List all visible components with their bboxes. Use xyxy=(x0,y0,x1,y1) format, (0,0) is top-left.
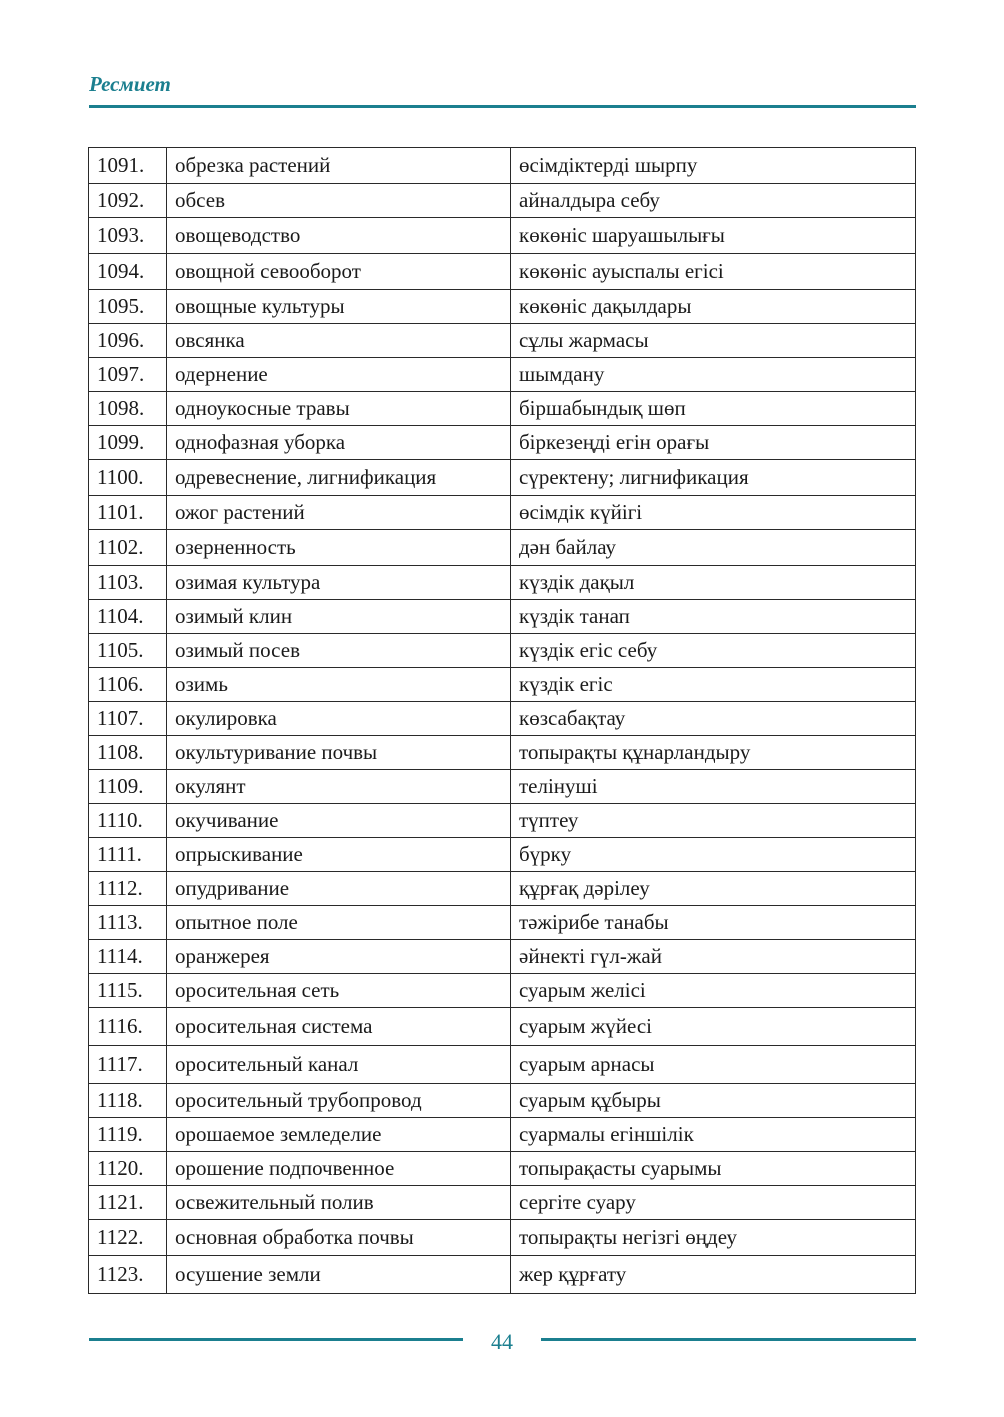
term-russian: одноукосные травы xyxy=(167,392,511,426)
term-kazakh: біркезеңді егін орағы xyxy=(511,426,916,460)
term-russian: орошаемое земледелие xyxy=(167,1118,511,1152)
glossary-table xyxy=(88,147,916,1294)
term-kazakh: сүректену; лигнификация xyxy=(511,460,916,496)
term-kazakh: сұлы жармасы xyxy=(511,324,916,358)
table-row xyxy=(89,1220,916,1256)
table-row xyxy=(89,1118,916,1152)
term-kazakh: топырақты негізгі өңдеу xyxy=(511,1220,916,1256)
term-number: 1122. xyxy=(89,1220,167,1256)
term-russian: окультуривание почвы xyxy=(167,736,511,770)
term-number: 1110. xyxy=(89,804,167,838)
table-row xyxy=(89,426,916,460)
term-number: 1118. xyxy=(89,1084,167,1118)
term-russian: орошение подпочвенное xyxy=(167,1152,511,1186)
term-number: 1099. xyxy=(89,426,167,460)
term-kazakh: күздік егіс себу xyxy=(511,634,916,668)
term-number: 1123. xyxy=(89,1256,167,1294)
term-kazakh: күздік танап xyxy=(511,600,916,634)
table-row xyxy=(89,770,916,804)
term-russian: опытное поле xyxy=(167,906,511,940)
table-row xyxy=(89,1152,916,1186)
term-russian: осушение земли xyxy=(167,1256,511,1294)
table-row xyxy=(89,736,916,770)
term-kazakh: сергіте суару xyxy=(511,1186,916,1220)
term-kazakh: тәжірибе танабы xyxy=(511,906,916,940)
term-kazakh: түптеу xyxy=(511,804,916,838)
table-row xyxy=(89,804,916,838)
term-number: 1107. xyxy=(89,702,167,736)
term-kazakh: көкөніс ауыспалы егісі xyxy=(511,254,916,290)
table-row xyxy=(89,460,916,496)
table-row xyxy=(89,254,916,290)
term-russian: оросительный канал xyxy=(167,1046,511,1084)
running-header-title: Ресмиет xyxy=(89,72,171,96)
term-kazakh: бүрку xyxy=(511,838,916,872)
term-russian: окулировка xyxy=(167,702,511,736)
term-russian: окулянт xyxy=(167,770,511,804)
term-kazakh: құрғақ дәрілеу xyxy=(511,872,916,906)
term-number: 1109. xyxy=(89,770,167,804)
term-kazakh: топырақасты суарымы xyxy=(511,1152,916,1186)
table-row xyxy=(89,184,916,218)
table-row xyxy=(89,324,916,358)
footer-rule-left xyxy=(89,1338,463,1341)
term-kazakh: күздік егіс xyxy=(511,668,916,702)
term-number: 1119. xyxy=(89,1118,167,1152)
term-russian: озимый клин xyxy=(167,600,511,634)
header-rule xyxy=(89,105,916,108)
term-number: 1100. xyxy=(89,460,167,496)
table-row xyxy=(89,702,916,736)
term-kazakh: көкөніс шаруашылығы xyxy=(511,218,916,254)
term-russian: овощеводство xyxy=(167,218,511,254)
term-kazakh: суарым желісі xyxy=(511,974,916,1008)
term-russian: оросительный трубопровод xyxy=(167,1084,511,1118)
term-number: 1102. xyxy=(89,530,167,566)
term-number: 1117. xyxy=(89,1046,167,1084)
table-row xyxy=(89,974,916,1008)
term-russian: оранжерея xyxy=(167,940,511,974)
table-row xyxy=(89,634,916,668)
term-number: 1111. xyxy=(89,838,167,872)
term-kazakh: суарым арнасы xyxy=(511,1046,916,1084)
term-kazakh: суарым жүйесі xyxy=(511,1008,916,1046)
term-kazakh: айналдыра себу xyxy=(511,184,916,218)
table-row xyxy=(89,668,916,702)
table-row xyxy=(89,838,916,872)
table-row xyxy=(89,1008,916,1046)
term-russian: одревеснение, лигнификация xyxy=(167,460,511,496)
term-kazakh: суармалы егіншілік xyxy=(511,1118,916,1152)
term-kazakh: жер құрғату xyxy=(511,1256,916,1294)
term-number: 1121. xyxy=(89,1186,167,1220)
table-row xyxy=(89,872,916,906)
term-kazakh: күздік дақыл xyxy=(511,566,916,600)
term-number: 1094. xyxy=(89,254,167,290)
table-row xyxy=(89,1046,916,1084)
term-russian: ожог растений xyxy=(167,496,511,530)
term-kazakh: суарым құбыры xyxy=(511,1084,916,1118)
term-number: 1120. xyxy=(89,1152,167,1186)
term-number: 1108. xyxy=(89,736,167,770)
term-russian: окучивание xyxy=(167,804,511,838)
table-row xyxy=(89,148,916,184)
glossary-table-body xyxy=(89,148,916,1294)
term-kazakh: біршабындық шөп xyxy=(511,392,916,426)
term-number: 1103. xyxy=(89,566,167,600)
footer-rule-right xyxy=(541,1338,916,1341)
term-number: 1101. xyxy=(89,496,167,530)
term-kazakh: көзсабақтау xyxy=(511,702,916,736)
term-russian: опудривание xyxy=(167,872,511,906)
term-number: 1104. xyxy=(89,600,167,634)
term-russian: озимая культура xyxy=(167,566,511,600)
term-number: 1112. xyxy=(89,872,167,906)
table-row xyxy=(89,290,916,324)
table-row xyxy=(89,1186,916,1220)
term-russian: оросительная сеть xyxy=(167,974,511,1008)
page-number: 44 xyxy=(491,1329,513,1354)
term-russian: озимь xyxy=(167,668,511,702)
term-number: 1115. xyxy=(89,974,167,1008)
term-kazakh: әйнекті гүл-жай xyxy=(511,940,916,974)
term-number: 1098. xyxy=(89,392,167,426)
table-row xyxy=(89,600,916,634)
term-number: 1095. xyxy=(89,290,167,324)
term-number: 1106. xyxy=(89,668,167,702)
table-row xyxy=(89,940,916,974)
term-number: 1091. xyxy=(89,148,167,184)
term-number: 1096. xyxy=(89,324,167,358)
table-row xyxy=(89,1084,916,1118)
term-number: 1113. xyxy=(89,906,167,940)
term-russian: оросительная система xyxy=(167,1008,511,1046)
term-kazakh: көкөніс дақылдары xyxy=(511,290,916,324)
term-russian: обрезка растений xyxy=(167,148,511,184)
term-number: 1114. xyxy=(89,940,167,974)
term-russian: овощные культуры xyxy=(167,290,511,324)
term-kazakh: телінуші xyxy=(511,770,916,804)
table-row xyxy=(89,358,916,392)
table-row xyxy=(89,906,916,940)
term-russian: основная обработка почвы xyxy=(167,1220,511,1256)
term-kazakh: топырақты құнарландыру xyxy=(511,736,916,770)
term-russian: одернение xyxy=(167,358,511,392)
term-russian: освежительный полив xyxy=(167,1186,511,1220)
term-russian: озерненность xyxy=(167,530,511,566)
term-number: 1116. xyxy=(89,1008,167,1046)
term-russian: озимый посев xyxy=(167,634,511,668)
term-number: 1093. xyxy=(89,218,167,254)
term-number: 1097. xyxy=(89,358,167,392)
table-row xyxy=(89,218,916,254)
term-number: 1092. xyxy=(89,184,167,218)
term-russian: опрыскивание xyxy=(167,838,511,872)
term-russian: однофазная уборка xyxy=(167,426,511,460)
table-row xyxy=(89,1256,916,1294)
term-kazakh: дән байлау xyxy=(511,530,916,566)
term-kazakh: өсімдік күйігі xyxy=(511,496,916,530)
table-row xyxy=(89,566,916,600)
term-number: 1105. xyxy=(89,634,167,668)
table-row xyxy=(89,530,916,566)
term-kazakh: шымдану xyxy=(511,358,916,392)
term-russian: овощной севооборот xyxy=(167,254,511,290)
term-russian: обсев xyxy=(167,184,511,218)
table-row xyxy=(89,496,916,530)
term-kazakh: өсімдіктерді шырпу xyxy=(511,148,916,184)
term-russian: овсянка xyxy=(167,324,511,358)
table-row xyxy=(89,392,916,426)
